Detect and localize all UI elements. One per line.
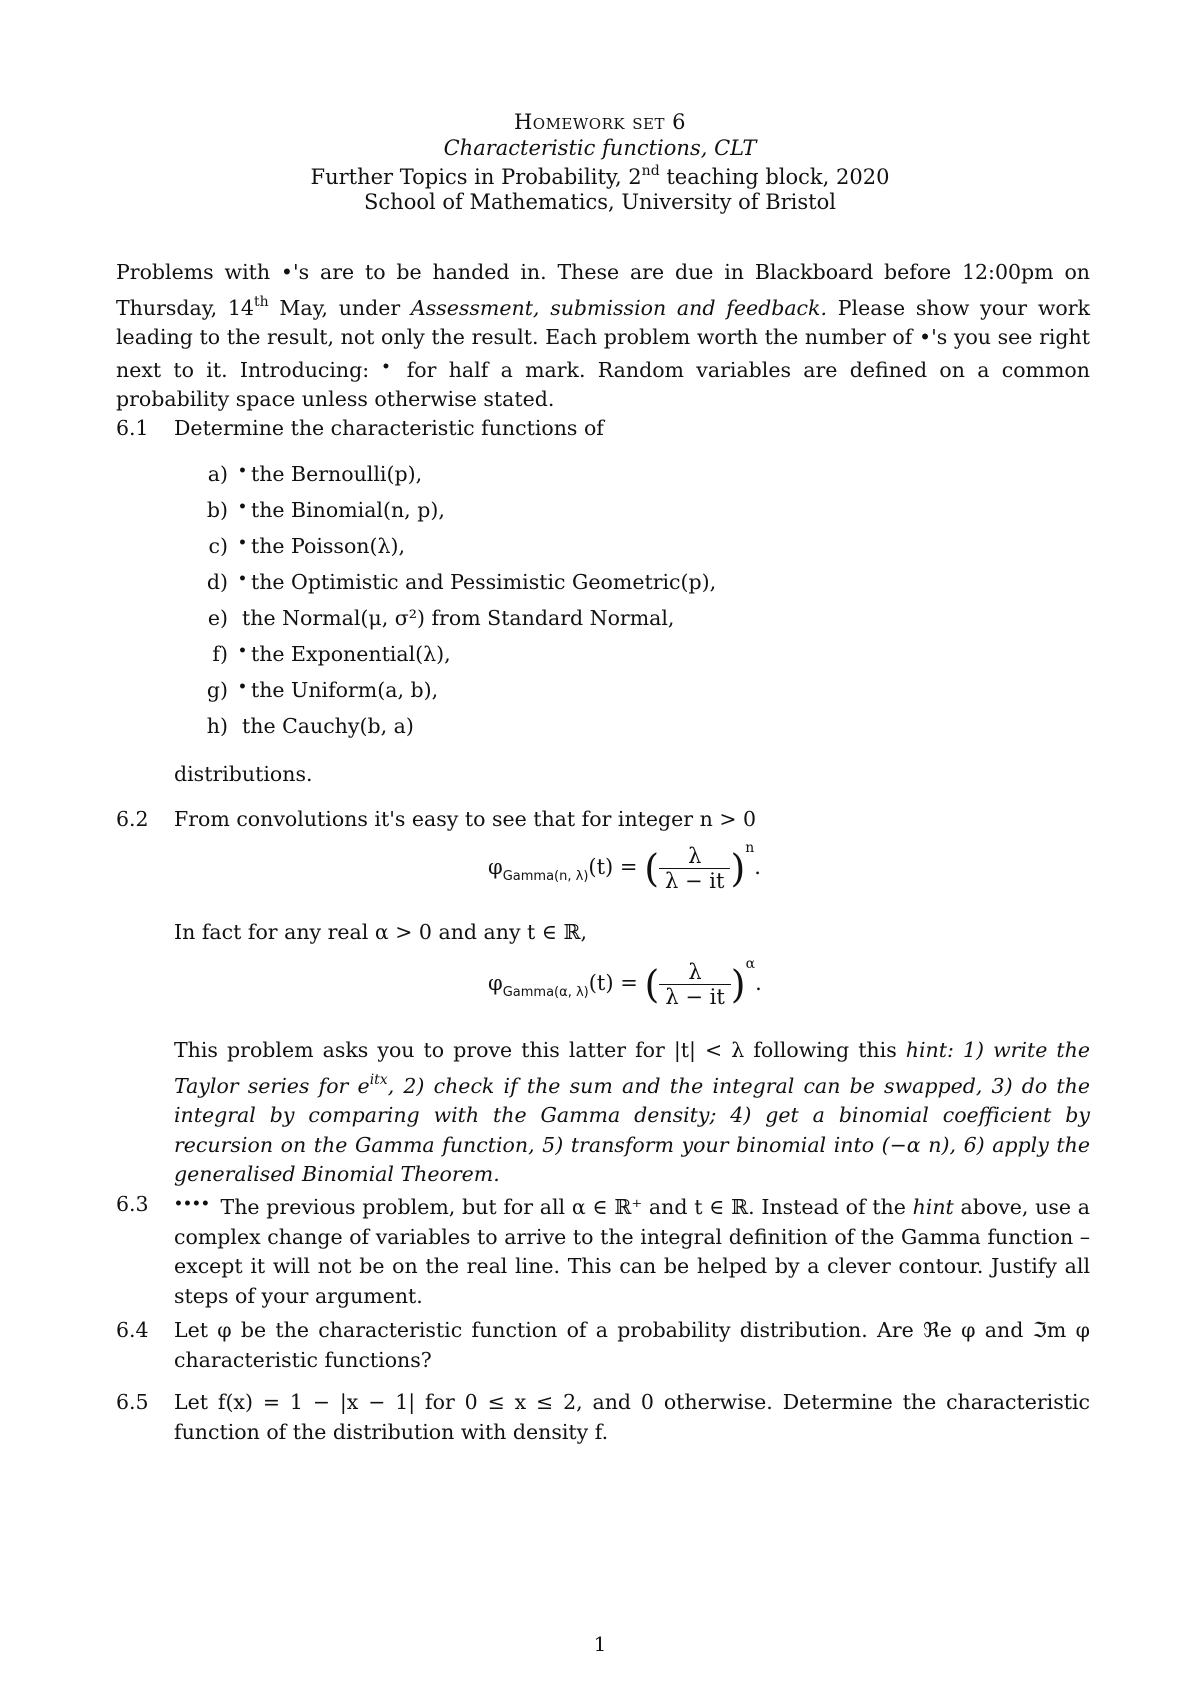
problem-text: From convolutions it's easy to see that for integer n > 0	[174, 807, 757, 831]
problem-text: Let f(x) = 1 − |x − 1| for 0 ≤ x ≤ 2, and 0 otherwise. Determine the characteristic function of the distribution with density f.	[174, 1390, 1090, 1444]
mark-dot-icon: •	[238, 463, 247, 479]
problem-number: 6.1	[116, 416, 149, 440]
problem-text: Let φ be the characteristic function of a probability distribution. Are ℜe φ and ℑm φ characteristic functions?	[174, 1318, 1090, 1372]
document-subtitle: Characteristic functions, CLT	[443, 136, 757, 160]
mark-dot-icon: •	[238, 499, 247, 515]
course-line: Further Topics in Probability, 2nd teaching block, 2020	[310, 163, 890, 189]
list-item: d) • the Optimistic and Pessimistic Geometric(p),	[206, 570, 717, 594]
mark-dot-icon: •	[238, 643, 247, 659]
problem-closing: distributions.	[174, 762, 313, 786]
list-item: f) • the Exponential(λ),	[212, 642, 451, 666]
mark-dots-icon: ••••	[174, 1196, 210, 1212]
problem-hint: This problem asks you to prove this latter for |t| < λ following this hint: 1) write the Taylor series for $e^{itx}$, 2) check if the sum and the integral can be swapped, 3) do the integral by comparing with the Gamma density; 4) get a binomial coefficient by recursion on the Gamma function, 5) transform your binomial into (−α n), 6) apply the generalised Binomial Theorem.	[174, 1038, 1090, 1186]
intro-paragraph: Problems with •'s are to be handed in. These are due in Blackboard before 12:00pm on Thursday, 14th May, under Assessment, submission and feedback. Please show your work leading to the result, not only the result. Each problem worth the number of •'s you see right next to it. Introducing: • for half a mark. Random variables are defined on a common probability space unless otherwise stated.	[116, 260, 1090, 411]
problem-number: 6.2	[116, 807, 149, 831]
mark-dot-icon: •	[238, 571, 247, 587]
problem-number: 6.3	[116, 1192, 149, 1216]
list-item: g) • the Uniform(a, b),	[206, 678, 439, 702]
mark-dot-icon: •	[238, 679, 247, 695]
list-item: b) • the Binomial(n, p),	[206, 498, 445, 522]
list-item: a) • the Bernoulli(p),	[207, 462, 423, 486]
list-item: e) the Normal(μ, σ²) from Standard Normal,	[207, 606, 675, 630]
problem-6-5	[116, 1388, 1090, 1447]
equation-gamma-n: $\varphi_{Gamma(n, \lambda)}(t)$ = ( $\frac{\lambda}{\lambda - it}$ )$^n$.	[488, 840, 761, 893]
list-item: h) the Cauchy(b, a)	[206, 714, 414, 738]
problem-text: Determine the characteristic functions of	[174, 416, 604, 440]
problem-6-1	[116, 414, 1090, 444]
problem-6-4	[116, 1316, 1090, 1375]
problem-mid-text: In fact for any real α > 0 and any t ∈ ℝ,	[174, 920, 588, 944]
equation-gamma-alpha: $\varphi_{Gamma(\alpha, \lambda)}(t)$ = ( $\frac{\lambda}{\lambda - it}$ )$^\alpha$.	[488, 956, 762, 1009]
problem-number: 6.4	[116, 1318, 149, 1342]
problem-6-3: 6.3 •••• The previous problem, but for all α ∈ ℝ⁺ and t ∈ ℝ. Instead of the hint above, use a complex change of variables to arrive to the integral definition of the Gamma function – except it will not be on the real line. This can be helped by a clever contour. Justify all steps of your argument.	[116, 1192, 1090, 1308]
problem-6-2	[116, 805, 1090, 835]
problem-number: 6.5	[116, 1390, 149, 1414]
document-title: Homework set 6	[513, 110, 687, 134]
mark-dot-icon: •	[238, 535, 247, 551]
school-line: School of Mathematics, University of Bristol	[364, 190, 836, 214]
half-mark-icon: •	[381, 358, 391, 375]
page-number: 1	[593, 1632, 607, 1656]
list-item: c) • the Poisson(λ),	[208, 534, 405, 558]
